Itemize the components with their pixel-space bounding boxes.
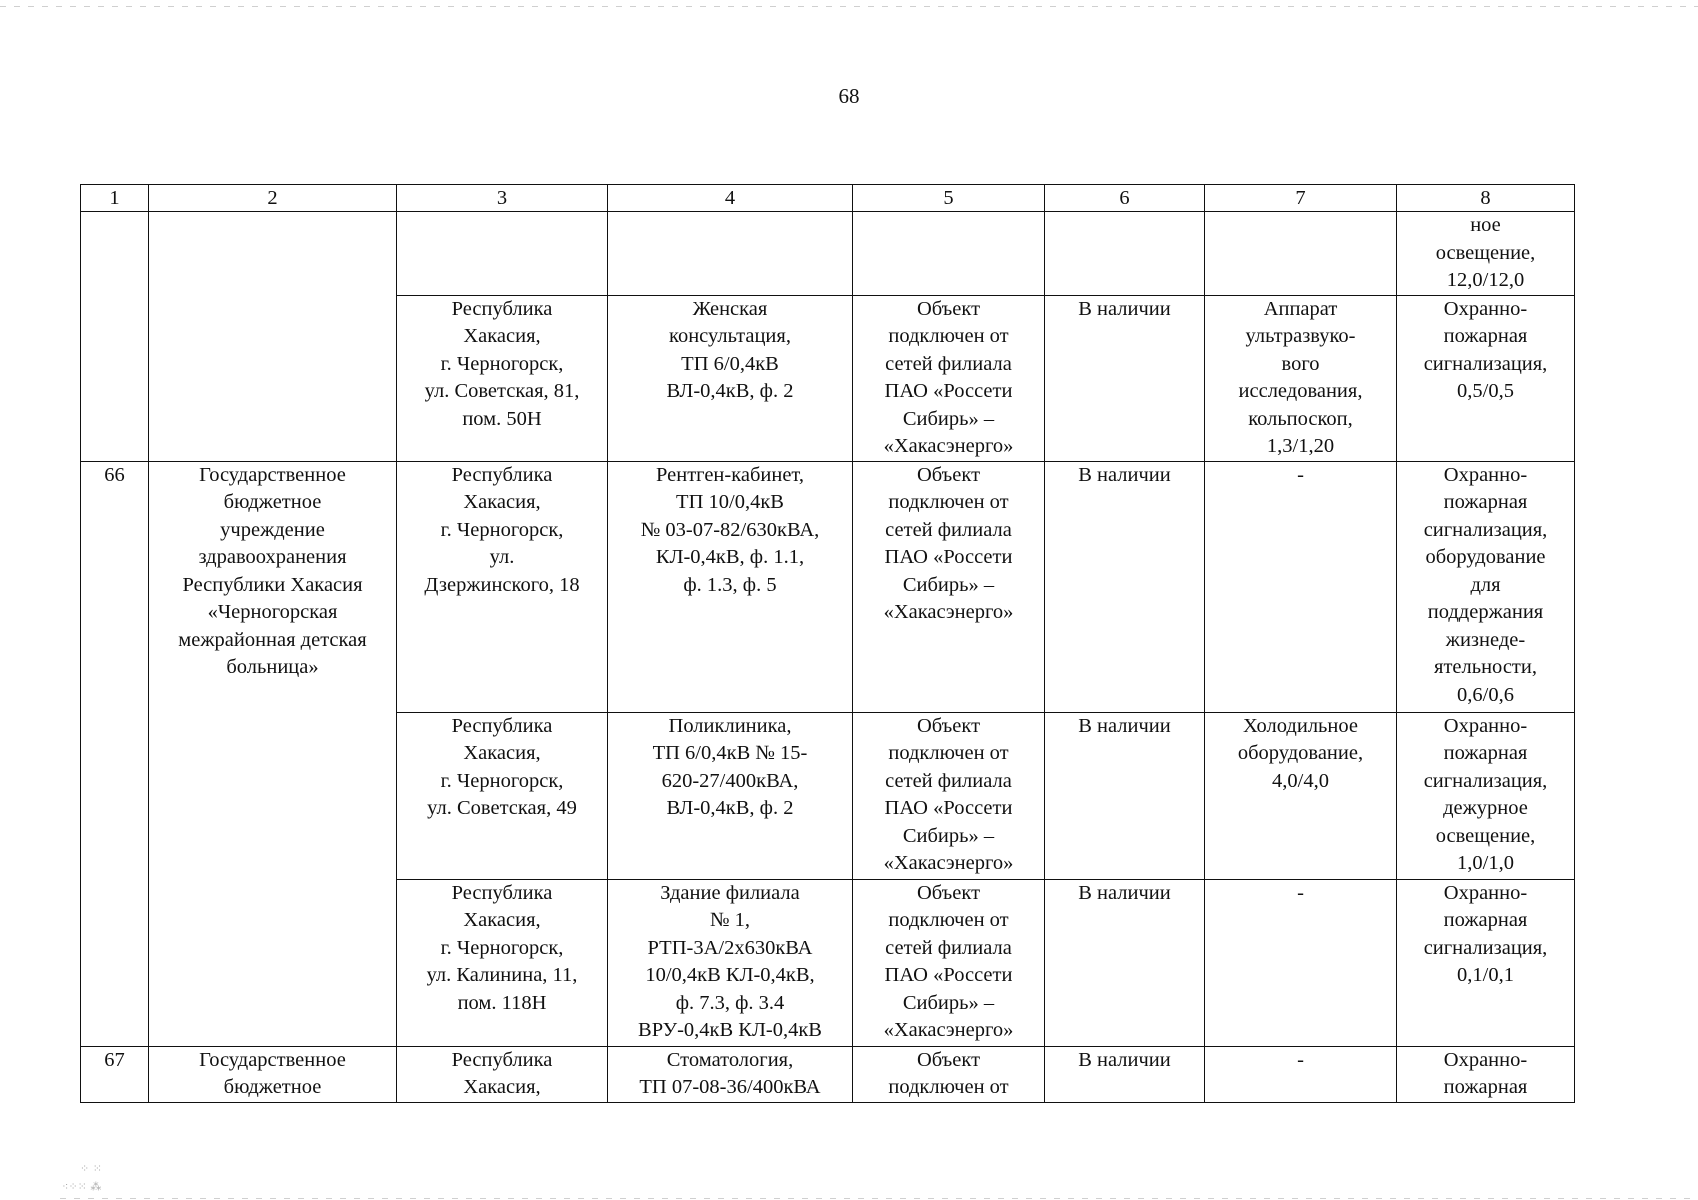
address-cell	[397, 212, 608, 296]
page-number: 68	[838, 84, 860, 108]
load-cell: Охранно- пожарная сигнализация, 0,5/0,5	[1397, 295, 1575, 461]
equipment-cell: Холодильное оборудование, 4,0/4,0	[1205, 712, 1397, 879]
connection-cell: Объект подключен от сетей филиала ПАО «Россети Сибирь» – «Хакасэнерго»	[853, 461, 1045, 712]
availability-cell: В наличии	[1045, 295, 1205, 461]
address-cell: Республика Хакасия, г. Черногорск, ул. Советская, 49	[397, 712, 608, 879]
availability-cell: В наличии	[1045, 712, 1205, 879]
organization-cell: Государственное бюджетное	[149, 1046, 397, 1102]
table-row	[81, 1046, 1575, 1102]
load-cell: Охранно- пожарная сигнализация, оборудование для поддержания жизнеде- ятельности, 0,6/0,6	[1397, 461, 1575, 712]
connection-cell	[853, 212, 1045, 296]
load-cell: Охранно- пожарная сигнализация, 0,1/0,1	[1397, 879, 1575, 1046]
load-cell: Охранно- пожарная	[1397, 1046, 1575, 1102]
address-cell: Республика Хакасия, г. Черногорск, ул. Дзержинского, 18	[397, 461, 608, 712]
equipment-cell: -	[1205, 1046, 1397, 1102]
column-header: 7	[1205, 185, 1397, 212]
scan-stamp-mark-2: ⁖⁘⁙ ⁂	[62, 1180, 102, 1193]
object-cell: Поликлиника, ТП 6/0,4кВ № 15- 620-27/400кВА, ВЛ-0,4кВ, ф. 2	[608, 712, 853, 879]
organization-cell: Государственное бюджетное учреждение здравоохранения Республики Хакасия «Черногорская межрайонная детская больница»	[149, 461, 397, 1046]
connection-cell: Объект подключен от сетей филиала ПАО «Россети Сибирь» – «Хакасэнерго»	[853, 712, 1045, 879]
equipment-cell: -	[1205, 879, 1397, 1046]
scan-stamp-mark: ⁘ ⁙	[80, 1162, 102, 1175]
connection-cell: Объект подключен от	[853, 1046, 1045, 1102]
address-cell: Республика Хакасия, г. Черногорск, ул. Калинина, 11, пом. 118Н	[397, 879, 608, 1046]
availability-cell	[1045, 212, 1205, 296]
load-cell: Охранно- пожарная сигнализация, дежурное освещение, 1,0/1,0	[1397, 712, 1575, 879]
header-row	[81, 185, 1575, 212]
column-header: 8	[1397, 185, 1575, 212]
row-number-cell: 66	[81, 461, 149, 1046]
column-header: 3	[397, 185, 608, 212]
row-number-cell	[81, 212, 149, 462]
organization-cell	[149, 212, 397, 462]
connection-cell: Объект подключен от сетей филиала ПАО «Россети Сибирь» – «Хакасэнерго»	[853, 295, 1045, 461]
column-header: 4	[608, 185, 853, 212]
column-header: 5	[853, 185, 1045, 212]
availability-cell: В наличии	[1045, 1046, 1205, 1102]
column-header: 1	[81, 185, 149, 212]
table-row	[81, 461, 1575, 712]
column-header: 2	[149, 185, 397, 212]
object-cell: Стоматология, ТП 07-08-36/400кВА	[608, 1046, 853, 1102]
address-cell: Республика Хакасия,	[397, 1046, 608, 1102]
scan-artifact-bottom	[60, 1198, 1698, 1199]
scan-artifact-top	[0, 6, 1698, 7]
availability-cell: В наличии	[1045, 879, 1205, 1046]
equipment-cell: Аппарат ультразвуко- вого исследования, кольпоскоп, 1,3/1,20	[1205, 295, 1397, 461]
table-row	[81, 212, 1575, 296]
equipment-cell: -	[1205, 461, 1397, 712]
object-cell	[608, 212, 853, 296]
equipment-cell	[1205, 212, 1397, 296]
data-table	[80, 184, 1575, 1103]
column-header: 6	[1045, 185, 1205, 212]
row-number-cell: 67	[81, 1046, 149, 1102]
load-cell: ное освещение, 12,0/12,0	[1397, 212, 1575, 296]
object-cell: Здание филиала № 1, РТП-3А/2х630кВА 10/0,4кВ КЛ-0,4кВ, ф. 7.3, ф. 3.4 ВРУ-0,4кВ КЛ-0,4кВ	[608, 879, 853, 1046]
object-cell: Рентген-кабинет, ТП 10/0,4кВ № 03-07-82/630кВА, КЛ-0,4кВ, ф. 1.1, ф. 1.3, ф. 5	[608, 461, 853, 712]
address-cell: Республика Хакасия, г. Черногорск, ул. Советская, 81, пом. 50Н	[397, 295, 608, 461]
connection-cell: Объект подключен от сетей филиала ПАО «Россети Сибирь» – «Хакасэнерго»	[853, 879, 1045, 1046]
availability-cell: В наличии	[1045, 461, 1205, 712]
object-cell: Женская консультация, ТП 6/0,4кВ ВЛ-0,4кВ, ф. 2	[608, 295, 853, 461]
